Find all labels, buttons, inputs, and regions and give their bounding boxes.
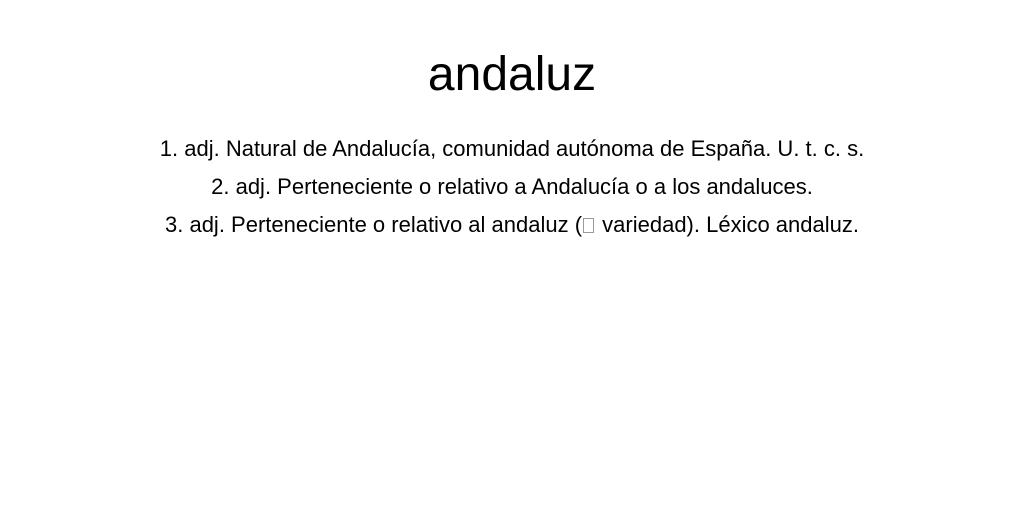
definition-3 — [0, 206, 1024, 244]
definition-list — [0, 130, 1024, 244]
headword: andaluz — [427, 48, 597, 101]
definition-1: 1. adj. Natural de Andalucía, comunidad autónoma de España. U. t. c. s. — [159, 136, 865, 161]
definition-2: 2. adj. Perteneciente o relativo a Andalucía o a los andaluces. — [211, 174, 813, 199]
definition-3-text-after: variedad). Léxico andaluz. — [596, 212, 859, 237]
definition-3-text-before: 3. adj. Perteneciente o relativo al andaluz ( — [165, 212, 583, 237]
missing-glyph-box-icon — [583, 218, 594, 233]
